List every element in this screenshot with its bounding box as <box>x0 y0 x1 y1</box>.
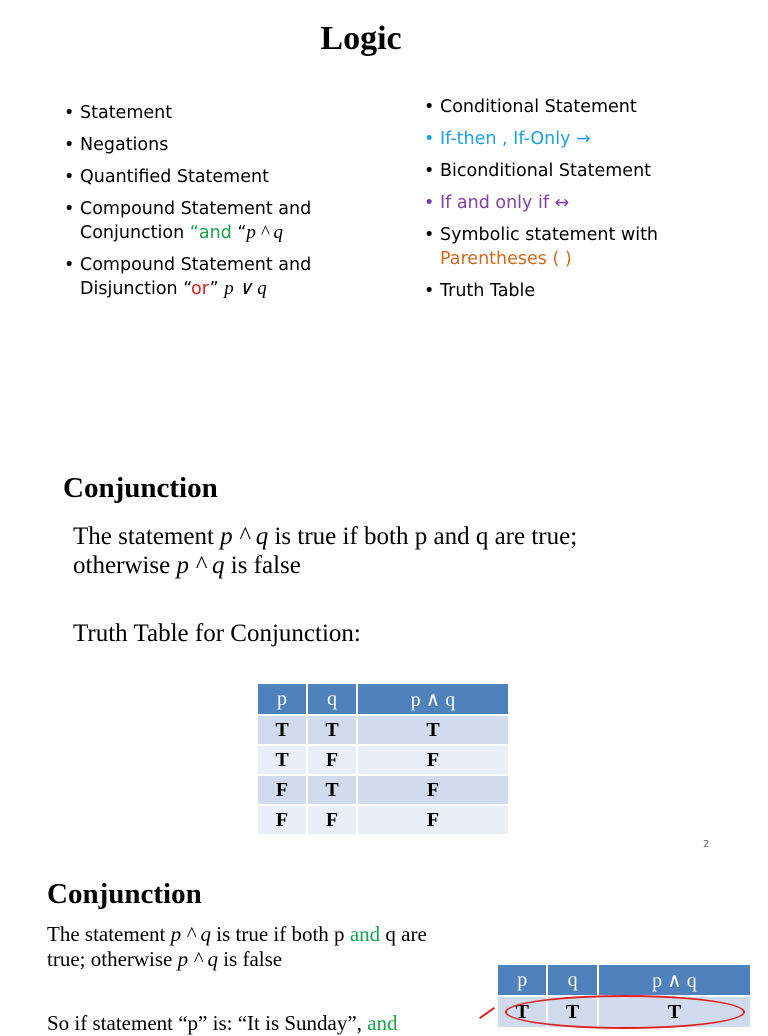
keyword-and: and <box>367 1011 398 1035</box>
definition-part: otherwise <box>73 552 177 579</box>
definition-part: The statement <box>47 922 171 946</box>
topic-item <box>64 133 364 157</box>
table-header: p <box>497 964 547 996</box>
topic-item <box>424 223 724 271</box>
topic-label: Compound Statement and <box>80 255 312 275</box>
table-header: p ∧ q <box>357 683 509 715</box>
table-row <box>257 805 509 835</box>
table-cell: F <box>307 805 357 835</box>
topic-item <box>64 165 364 189</box>
definition-part: q are <box>380 922 427 946</box>
topic-label: Symbolic statement with <box>440 225 659 245</box>
topic-label: Truth Table <box>440 281 536 301</box>
table-row <box>257 745 509 775</box>
table-cell: T <box>257 715 307 745</box>
table-cell: T <box>598 996 751 1028</box>
table-caption: Truth Table for Conjunction: <box>73 620 361 647</box>
table-cell: T <box>497 996 547 1028</box>
topic-label: Parentheses ( ) <box>440 249 572 269</box>
definition-part: is false <box>224 552 301 579</box>
table-cell: F <box>307 745 357 775</box>
topic-label: If-then , If-Only → <box>440 129 591 149</box>
topic-label: Negations <box>80 135 169 155</box>
topic-item <box>64 253 364 301</box>
definition-text <box>47 922 487 972</box>
definition-part: true; otherwise <box>47 947 178 971</box>
table-cell: F <box>357 745 509 775</box>
conjunction-expression: p ^ q <box>177 947 218 971</box>
topic-label: Statement <box>80 103 173 123</box>
disjunction-expression: p ∨ q <box>224 278 267 299</box>
table-cell: T <box>357 715 509 745</box>
definition-part: is true if both p and q are true; <box>268 523 578 550</box>
topic-item <box>424 159 724 183</box>
table-cell: T <box>307 775 357 805</box>
topic-label: Disjunction “ <box>80 279 191 299</box>
section-heading: Conjunction <box>47 878 202 910</box>
table-header: q <box>307 683 357 715</box>
table-cell: F <box>357 775 509 805</box>
definition-part: The statement <box>73 523 221 550</box>
table-header: p <box>257 683 307 715</box>
keyword-and: “and <box>189 223 232 243</box>
conjunction-expression: p ^ q <box>220 523 269 550</box>
table-row <box>257 775 509 805</box>
table-cell: F <box>257 775 307 805</box>
topic-item <box>64 197 364 245</box>
definition-part: is true if both p <box>210 922 350 946</box>
topic-list-left <box>64 101 364 309</box>
table-cell: F <box>257 805 307 835</box>
topic-label: Conjunction <box>80 223 190 243</box>
table-header: p ∧ q <box>598 964 751 996</box>
definition-text <box>73 522 713 580</box>
topic-item <box>424 191 724 215</box>
table-cell: T <box>547 996 597 1028</box>
topic-item <box>424 127 724 151</box>
topic-item <box>424 279 724 303</box>
keyword-or: or <box>191 279 210 299</box>
section-heading: Conjunction <box>63 472 218 504</box>
slide-title: Logic <box>320 20 402 57</box>
table-cell: T <box>307 715 357 745</box>
table-header-row <box>497 964 751 996</box>
topic-label: Compound Statement and <box>80 199 312 219</box>
table-row <box>257 715 509 745</box>
page-number: 2 <box>703 839 710 850</box>
definition-part: is false <box>217 947 283 971</box>
topic-item <box>64 101 364 125</box>
conjunction-expression: p ^ q <box>176 552 225 579</box>
example-part: So if statement “p” is: “It is Sunday”, <box>47 1011 368 1035</box>
conjunction-expression: p ^ q <box>170 922 211 946</box>
keyword-and: and <box>349 922 381 946</box>
truth-table <box>256 682 510 836</box>
table-cell: F <box>357 805 509 835</box>
topic-label: Quantified Statement <box>80 167 269 187</box>
table-header-row <box>257 683 509 715</box>
annotation-arrow <box>479 1007 495 1019</box>
table-header: q <box>547 964 597 996</box>
topic-label: Biconditional Statement <box>440 161 652 181</box>
topic-list-right <box>424 95 724 311</box>
topic-label: Conditional Statement <box>440 97 637 117</box>
quote-mark: “ <box>231 223 247 243</box>
table-cell: T <box>257 745 307 775</box>
topic-item <box>424 95 724 119</box>
topic-label: If and only if ↔ <box>440 193 570 213</box>
quote-mark: ” <box>209 279 225 299</box>
conjunction-expression: p ^ q <box>246 222 283 243</box>
